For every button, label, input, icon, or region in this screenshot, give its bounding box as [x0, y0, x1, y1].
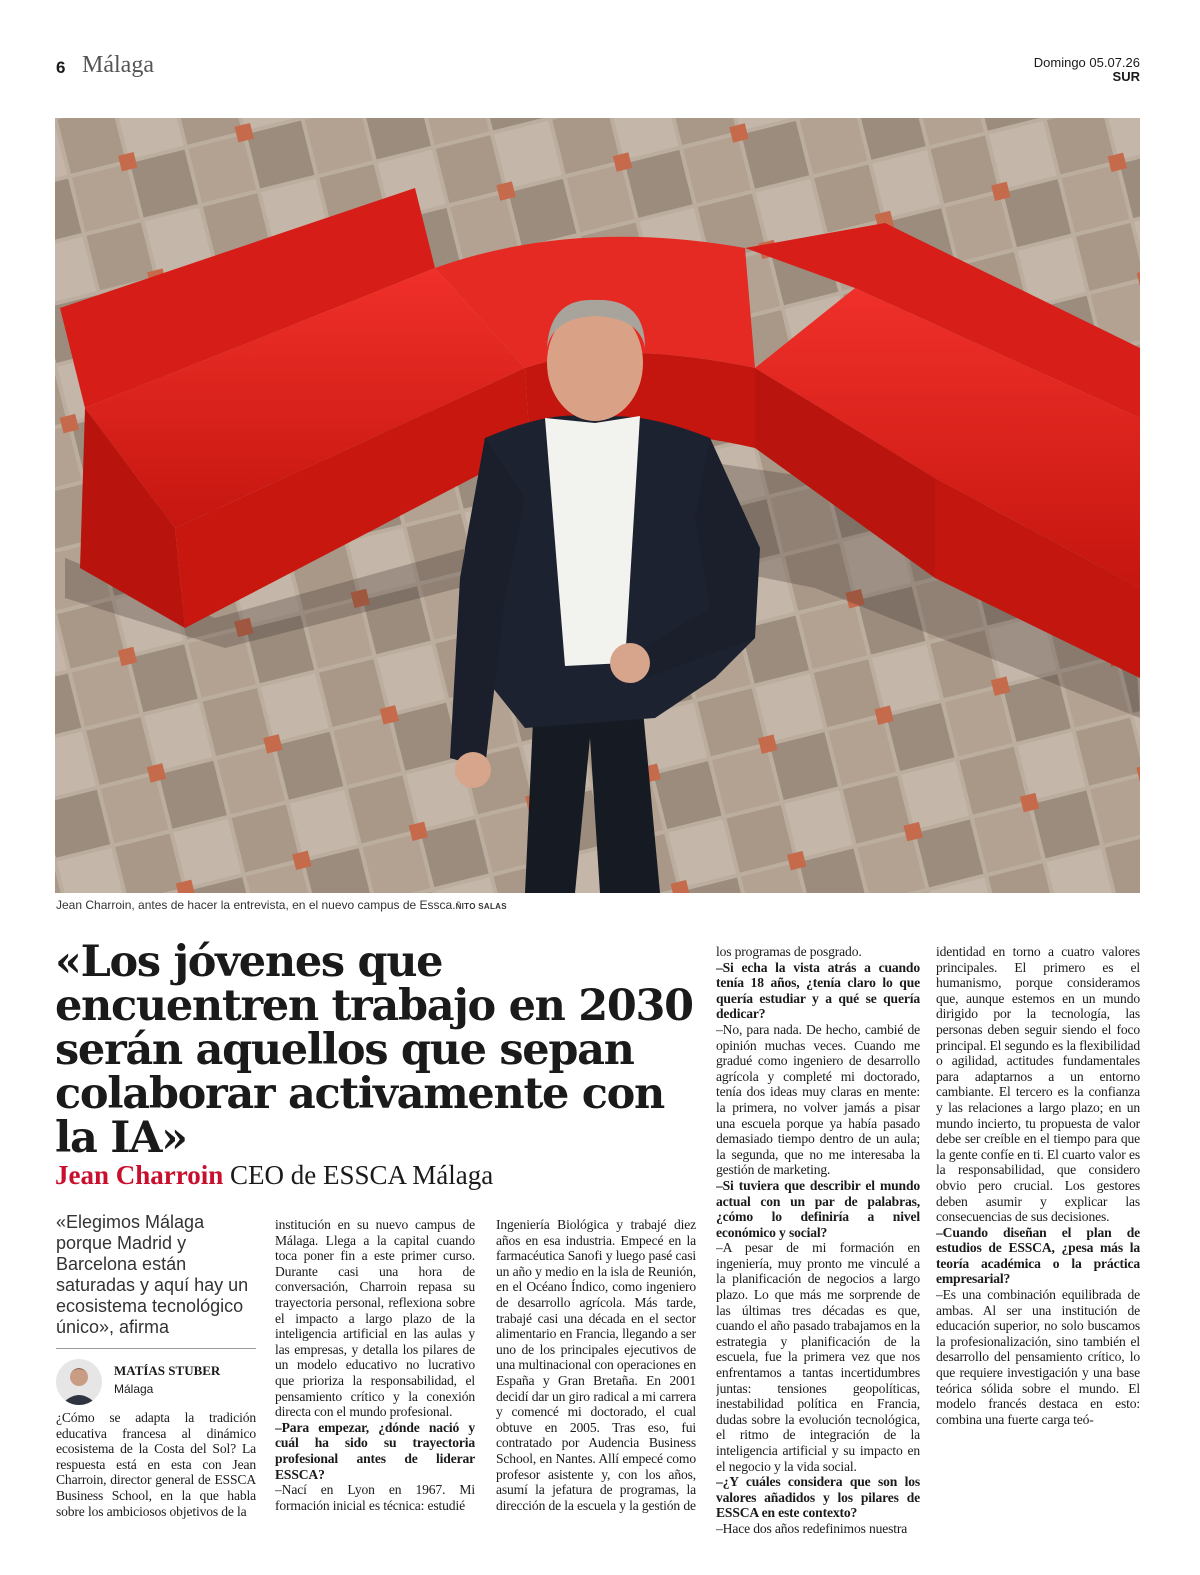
- answer-4: –Hace dos años redefinimos nuestra: [716, 1520, 908, 1536]
- author-avatar: [56, 1359, 102, 1405]
- answer-2: –No, para nada. De hecho, cambié de opinión muchas veces. Cuando me gradué como ingeniero de desarrollo agrícola y completé mi doctorado, tenía dos ideas muy claras en mente: la primera, no volver jamás a pisar una escuela porque ya había pasado demasiado tiempo dentro de un aula; la segunda, que no me interesaba la gestión de marketing.: [716, 1021, 920, 1178]
- photo-credit: ÑITO SALAS: [455, 902, 507, 911]
- question-2: –Si echa la vista atrás a cuando tenía 18 años, ¿tenía claro lo que quería estudiar y a qué se quería dedicar?: [716, 959, 920, 1022]
- body-column-4: [716, 944, 920, 1536]
- author-location: Málaga: [114, 1382, 154, 1396]
- body-column-2: [275, 1217, 475, 1517]
- answer-1: –Nací en Lyon en 1967. Mi formación inicial es técnica: estudié: [275, 1482, 475, 1513]
- answer-3: –A pesar de mi formación en ingeniería, muy pronto me vinculé a la planificación de negocios a largo plazo. Lo que más me sorprende de las últimas tres décadas es que, cuando el año pasado trabajamos en la estrategia y planificación de la escuela, fue la primera vez que nos enfrentamos a tantas incertidumbres juntas: tensiones geopolíticas, inestabilidad política en Francia, dudas sobre la evolución tecnológica, el ritmo de integración de la inteligencia artificial y su impacto en el negocio y la vida social.: [716, 1240, 920, 1474]
- date-block: [1034, 56, 1140, 84]
- question-3: –Si tuviera que describir el mundo actual con un par de palabras, ¿cómo lo definiría a nivel económico y social?: [716, 1177, 920, 1240]
- author-name: MATÍAS STUBER: [114, 1363, 221, 1378]
- pull-quote: «Elegimos Málaga porque Madrid y Barcelona están saturadas y aquí hay un ecosistema tecnológico único», afirma: [56, 1212, 249, 1337]
- headline: «Los jóvenes que encuentren trabajo en 2030 serán aquellos que sepan colaborar activamente con la IA»: [55, 937, 693, 1163]
- question-4: –¿Y cuáles considera que son los valores añadidos y los pilares de ESSCA en este contexto?: [716, 1474, 920, 1521]
- portrait-illustration: [55, 118, 1140, 893]
- page-number: 6: [56, 58, 66, 77]
- answer-5: –Es una combinación equilibrada de ambas. Al ser una institución de educación superior, no solo buscamos la profesionalización, sino también el desarrollo del pensamiento crítico, lo que requiere investigación y una base teórica sólida sobre el mundo. El modelo francés destaca en esto: combina una fuerte carga teó-: [936, 1287, 1140, 1427]
- answer-1: los programas de posgrado.: [716, 944, 862, 959]
- interviewee-role: CEO de ESSCA Málaga: [230, 1160, 494, 1190]
- body-column-1: [56, 1410, 256, 1520]
- photo-caption: [56, 898, 956, 912]
- interviewee-byline: [55, 1160, 493, 1191]
- answer-4: identidad en torno a cuatro valores principales. El primero es el humanismo, porque consideramos que, aunque estemos en un mundo dirigido por la tecnología, las personas deben seguir siendo el foco principal. El segundo es la flexibilidad o agilidad, actitudes fundamentales para adaptarnos a un entorno cambiante. El tercero es la confianza y las relaciones a largo plazo; en un mundo incierto, tu propuesta de valor debe ser creíble en el tiempo para que la gente confíe en ti. El cuarto valor es la responsabilidad, que considero obvio pero crucial. Los gestores deben asumir y explicar las consecuencias de sus decisiones.: [936, 944, 1140, 1225]
- body-column-3: [496, 1217, 696, 1517]
- page-header: [56, 52, 1140, 92]
- question-5: –Cuando diseñan el plan de estudios de ESSCA, ¿pesa más la teoría académica o la práctica empresarial?: [936, 1224, 1140, 1287]
- caption-text: Jean Charroin, antes de hacer la entrevista, en el nuevo campus de Essca.: [56, 898, 456, 912]
- publication-name: SUR: [1112, 69, 1140, 84]
- main-photo: [55, 118, 1140, 893]
- intro-paragraph: ¿Cómo se adapta la tradición educativa francesa al dinámico ecosistema de la Costa del Sol? La respuesta está en esta con Jean Charroin, director general de ESSCA Business School, en la que habla sobre los ambiciosos objetivos de la: [56, 1410, 256, 1519]
- answer-1: Ingeniería Biológica y trabajé diez años en esa industria. Empecé en la farmacéutica Sanofi y luego pasé casi un año y medio en la isla de Reunión, en el Océano Índico, como ingeniero de desarrollo agrícola. Más tarde, trabajé casi una década en el sector alimentario en Francia, llegando a ser uno de los principales ejecutivos de una multinacional con operaciones en España y Gran Bretaña. En 2001 decidí dar un giro radical a mi carrera y comencé mi doctorado, el cual obtuve en 2005. Tras eso, fui contratado por Audencia Business School, en Nantes. Allí empecé como profesor asistente y, con los años, asumí la jefatura de programas, la dirección de la escuela y la gestión de: [496, 1217, 696, 1513]
- question-1: –Para empezar, ¿dónde nació y cuál ha sido su trayectoria profesional antes de liderar ESSCA?: [275, 1419, 475, 1482]
- author-box: [56, 1348, 256, 1405]
- body-column-5: [936, 944, 1140, 1536]
- issue-date: Domingo 05.07.26: [1033, 55, 1140, 70]
- intro-paragraph: institución en su nuevo campus de Málaga. Llega a la capital cuando toca poner fin a este primer curso. Durante casi una hora de conversación, Charroin repasa su trayectoria personal, reflexiona sobre el impacto a largo plazo de la inteligencia artificial en las aulas y las empresas, y detalla los pilares de un modelo educativo no lucrativo que prioriza la responsabilidad, el pensamiento crítico y la conexión directa con el mundo profesional.: [275, 1217, 475, 1420]
- section-name: Málaga: [82, 52, 154, 78]
- interviewee-name: Jean Charroin: [55, 1160, 224, 1190]
